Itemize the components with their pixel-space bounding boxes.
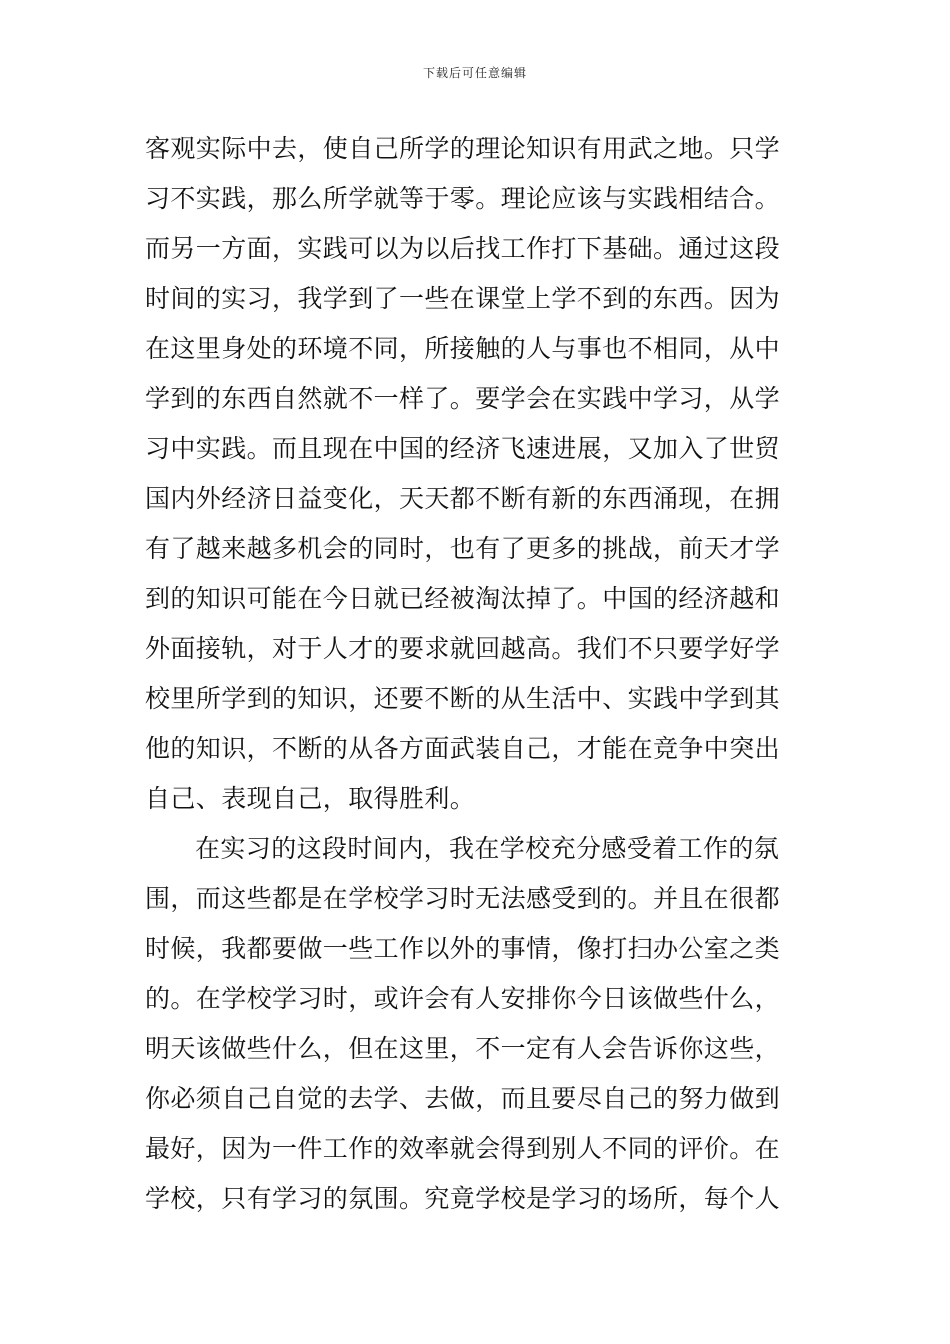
text-line: 最好，因为一件工作的效率就会得到别人不同的评价。在	[145, 1134, 781, 1163]
text-line-indented: 在实习的这段时间内，我在学校充分感受着工作的氛	[195, 834, 780, 863]
download-note: 下载后可任意编辑	[422, 66, 527, 80]
text-line: 而另一方面，实践可以为以后找工作打下基础。通过这段	[145, 234, 781, 263]
text-line: 围，而这些都是在学校学习时无法感受到的。并且在很都	[145, 884, 781, 913]
text-line: 你必须自己自觉的去学、去做，而且要尽自己的努力做到	[145, 1084, 781, 1113]
text-line: 国内外经济日益变化，天天都不断有新的东西涌现，在拥	[145, 484, 781, 513]
text-line: 客观实际中去，使自己所学的理论知识有用武之地。只学	[145, 134, 781, 163]
text-line: 时间的实习，我学到了一些在课堂上学不到的东西。因为	[145, 284, 781, 313]
text-line: 在这里身处的环境不同，所接触的人与事也不相同，从中	[145, 334, 781, 363]
text-line: 有了越来越多机会的同时，也有了更多的挑战，前天才学	[145, 534, 781, 563]
text-line: 明天该做些什么，但在这里，不一定有人会告诉你这些，	[145, 1034, 781, 1063]
text-line: 外面接轨，对于人才的要求就回越高。我们不只要学好学	[145, 634, 781, 663]
body-text	[145, 124, 810, 1224]
text-line: 学到的东西自然就不一样了。要学会在实践中学习，从学	[145, 384, 781, 413]
text-line: 习中实践。而且现在中国的经济飞速进展，又加入了世贸	[145, 434, 781, 463]
text-line: 自己、表现自己，取得胜利。	[145, 784, 476, 813]
text-line: 他的知识，不断的从各方面武装自己，才能在竞争中突出	[145, 734, 781, 763]
text-line: 校里所学到的知识，还要不断的从生活中、实践中学到其	[145, 684, 781, 713]
text-line: 到的知识可能在今日就已经被淘汰掉了。中国的经济越和	[145, 584, 781, 613]
text-line: 的。在学校学习时，或许会有人安排你今日该做些什么，	[145, 984, 781, 1013]
text-line: 学校，只有学习的氛围。究竟学校是学习的场所，每个人	[145, 1184, 781, 1213]
text-line: 习不实践，那么所学就等于零。理论应该与实践相结合。	[145, 184, 781, 213]
text-line: 时候，我都要做一些工作以外的事情，像打扫办公室之类	[145, 934, 781, 963]
